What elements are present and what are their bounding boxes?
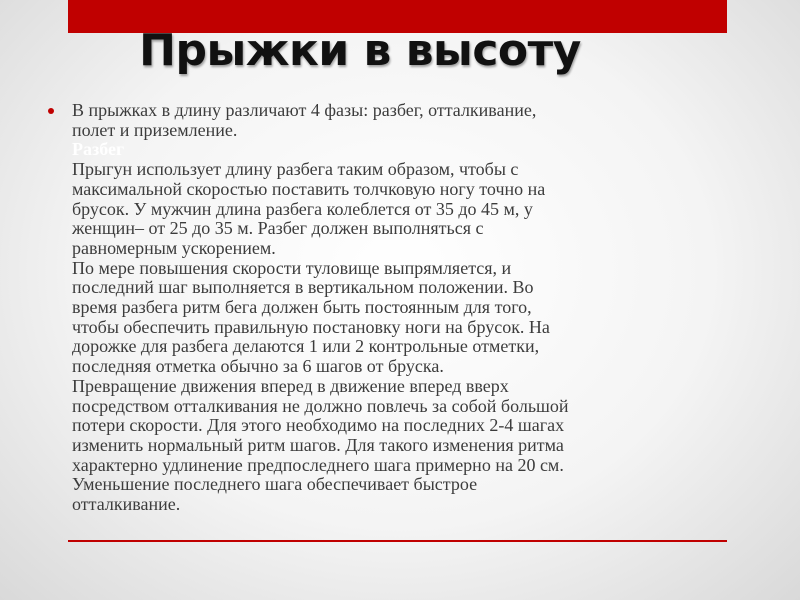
body-line: изменить нормальный ритм шагов. Для такого изменения ритма [72, 434, 564, 455]
body-line: дорожке для разбега делаются 1 или 2 контрольные отметки, [72, 336, 540, 357]
body-line: Прыгун использует длину разбега таким образом, чтобы с [72, 159, 519, 180]
bottom-accent-line [68, 540, 727, 542]
body-line: В прыжках в длину различают 4 фазы: разбег, отталкивание, [72, 100, 537, 120]
body-line: характерно удлинение предпоследнего шага примерно на 20 см. [72, 454, 564, 475]
body-line: равномерным ускорением. [72, 237, 276, 258]
body-line: женщин– от 25 до 35 м. Разбег должен выполняться с [72, 218, 484, 239]
body-line: последняя отметка обычно за 6 шагов от бруска. [72, 356, 444, 377]
body-line: чтобы обеспечить правильную постановку ноги на брусок. На [72, 316, 550, 337]
body-line: отталкивание. [72, 494, 181, 515]
section-heading: Разбег [72, 139, 125, 160]
body-line: брусок. У мужчин длина разбега колеблется от 35 до 45 м, у [72, 198, 533, 219]
body-line: потери скорости. Для этого необходимо на последних 2-4 шагах [72, 415, 565, 436]
body-line: посредством отталкивания не должно повлечь за собой большой [72, 395, 569, 416]
body-line: последний шаг выполняется в вертикальном положении. Во [72, 277, 534, 298]
body-line: Превращение движения вперед в движение вперед вверх [72, 375, 509, 396]
slide-title: Прыжки в высоту [139, 25, 581, 76]
body-line: максимальной скоростью поставить толчковую ногу точно на [72, 178, 546, 199]
bullet-dot-icon [48, 108, 54, 114]
slide-body [72, 101, 672, 515]
body-line: Уменьшение последнего шага обеспечивает быстрое [72, 474, 478, 495]
body-line: время разбега ритм бега должен быть постоянным для того, [72, 297, 532, 318]
body-line: По мере повышения скорости туловище выпрямляется, и [72, 257, 512, 278]
body-line: полет и приземление. [72, 119, 238, 140]
